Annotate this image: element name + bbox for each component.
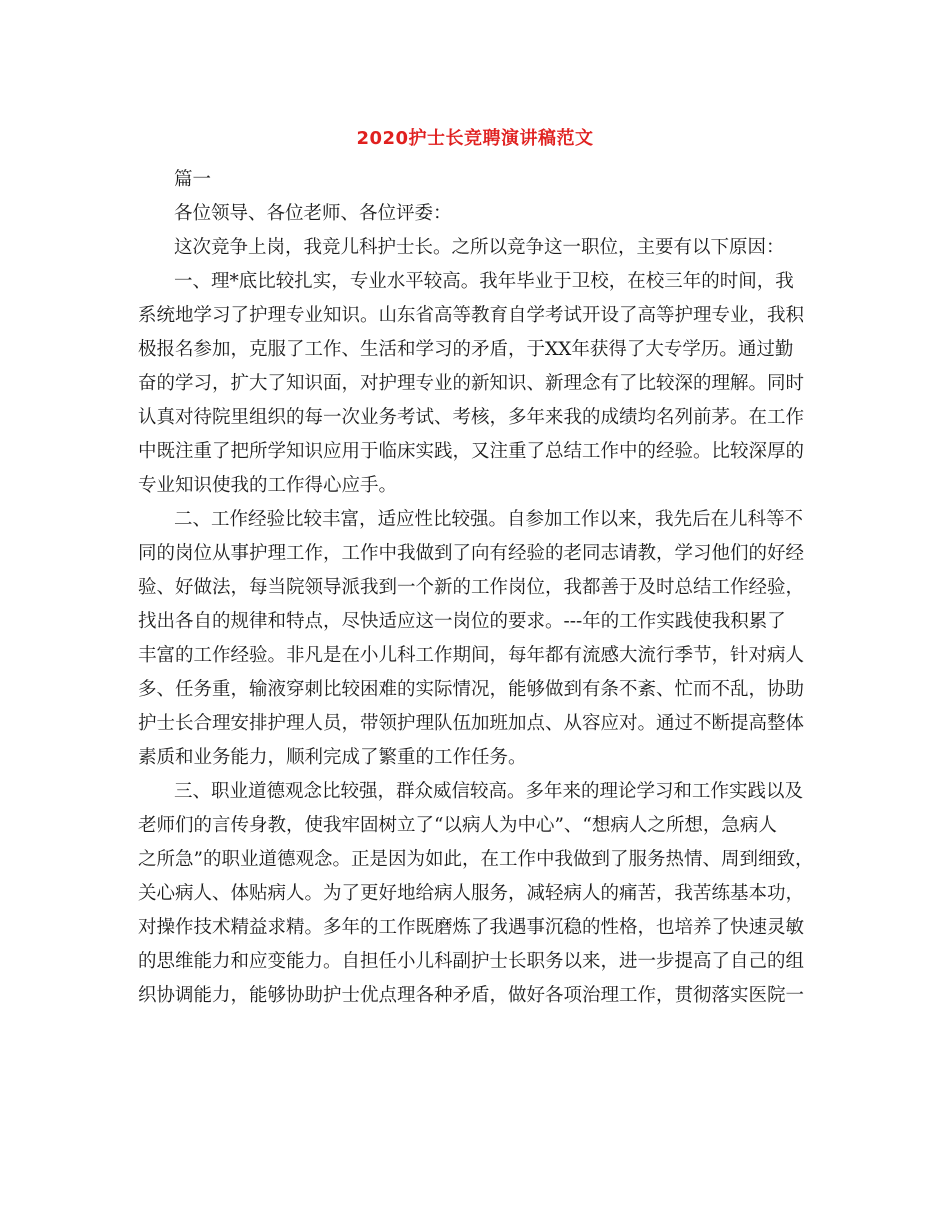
body-line: 的思维能力和应变能力。自担任小儿科副护士长职务以来，进一步提高了自己的组 xyxy=(138,951,805,972)
body-line: 奋的学习，扩大了知识面，对护理专业的新知识、新理念有了比较深的理解。同时 xyxy=(138,373,805,394)
body-line: 验、好做法，每当院领导派我到一个新的工作岗位，我都善于及时总结工作经验， xyxy=(138,577,805,598)
body-line: 老师们的言传身教，使我牢固树立了“以病人为中心”、“想病人之所想，急病人 xyxy=(138,815,777,836)
body-line: 系统地学习了护理专业知识。山东省高等教育自学考试开设了高等护理专业，我积 xyxy=(138,305,805,326)
body-line: 同的岗位从事护理工作，工作中我做到了向有经验的老同志请教，学习他们的好经 xyxy=(138,543,805,564)
body-line: 一、理*底比较扎实，专业水平较高。我年毕业于卫校，在校三年的时间，我 xyxy=(174,271,794,292)
body-line: 找出各自的规律和特点，尽快适应这一岗位的要求。---年的工作实践使我积累了 xyxy=(138,611,786,632)
body-line: 各位领导、各位老师、各位评委： xyxy=(174,203,452,224)
body-line: 极报名参加，克服了工作、生活和学习的矛盾，于XX年获得了大专学历。通过勤 xyxy=(138,339,794,360)
body-line: 织协调能力，能够协助护士优点理各种矛盾，做好各项治理工作，贯彻落实医院一 xyxy=(138,985,805,1006)
body-line: 这次竞争上岗，我竞儿科护士长。之所以竞争这一职位，主要有以下原因： xyxy=(174,237,785,258)
body-line: 专业知识使我的工作得心应手。 xyxy=(138,475,398,496)
body-line: 认真对待院里组织的每一次业务考试、考核，多年来我的成绩均名列前茅。在工作 xyxy=(138,407,805,428)
body-line: 多、任务重，输液穿刺比较困难的实际情况，能够做到有条不紊、忙而不乱，协助 xyxy=(138,679,805,700)
document-title: 2020护士长竞聘演讲稿范文 xyxy=(356,128,594,149)
body-line: 三、职业道德观念比较强，群众威信较高。多年来的理论学习和工作实践以及 xyxy=(174,781,804,802)
body-line: 中既注重了把所学知识应用于临床实践，又注重了总结工作中的经验。比较深厚的 xyxy=(138,441,805,462)
body-line: 篇一 xyxy=(174,169,212,190)
body-line: 对操作技术精益求精。多年的工作既磨炼了我遇事沉稳的性格，也培养了快速灵敏 xyxy=(138,917,805,938)
body-line: 之所急”的职业道德观念。正是因为如此，在工作中我做到了服务热情、周到细致， xyxy=(138,849,814,870)
body-line: 二、工作经验比较丰富，适应性比较强。自参加工作以来，我先后在儿科等不 xyxy=(174,509,804,530)
document-body xyxy=(138,163,820,1013)
body-line: 护士长合理安排护理人员，带领护理队伍加班加点、从容应对。通过不断提高整体 xyxy=(138,713,805,734)
body-line: 关心病人、体贴病人。为了更好地给病人服务，减轻病人的痛苦，我苦练基本功， xyxy=(138,883,805,904)
body-line: 丰富的工作经验。非凡是在小儿科工作期间，每年都有流感大流行季节，针对病人 xyxy=(138,645,805,666)
body-line: 素质和业务能力，顺利完成了繁重的工作任务。 xyxy=(138,747,527,768)
